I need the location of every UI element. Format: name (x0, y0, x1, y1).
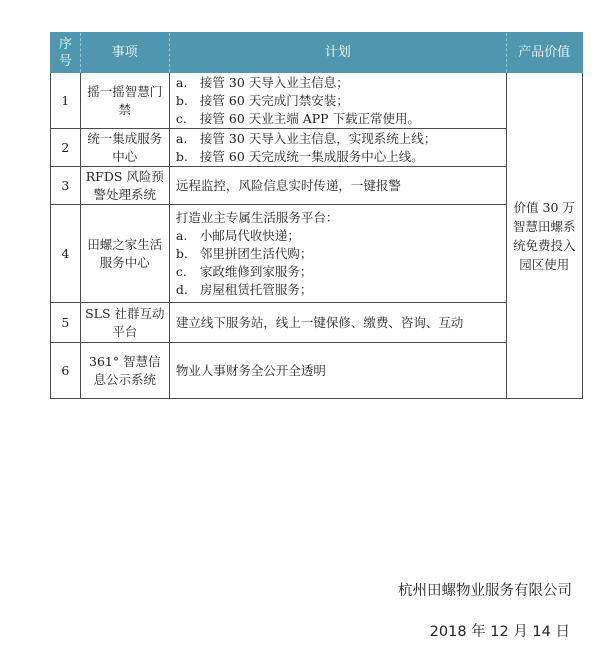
plan-marker: a. (175, 227, 188, 243)
plan-table (50, 32, 583, 399)
plan-text: 接管 30 天导入业主信息； (199, 74, 349, 90)
header-number: 序号 (51, 33, 81, 73)
plan-text: 接管 30 天导入业主信息，实现系统上线； (199, 130, 437, 146)
row-item: RFDS 风险预警处理系统 (80, 167, 169, 205)
plan-marker: b. (175, 245, 188, 261)
table-row (51, 129, 583, 167)
plan-marker: b. (175, 148, 188, 164)
row-number: 5 (51, 303, 81, 343)
plan-text: 接管 60 天完成门禁安装； (199, 92, 349, 108)
plan-line (176, 148, 502, 166)
row-plan (169, 129, 506, 167)
table-row (51, 73, 583, 129)
plan-line (176, 74, 502, 92)
plan-marker: c. (175, 263, 187, 279)
row-item: 摇一摇智慧门禁 (80, 73, 169, 129)
row-item: 田螺之家生活服务中心 (80, 205, 169, 303)
row-plan: 远程监控，风险信息实时传递，一键报警 (169, 167, 506, 205)
row-number: 4 (51, 205, 81, 303)
table-row (51, 303, 583, 343)
row-plan: 物业人事财务全公开全透明 (169, 343, 506, 399)
row-item: 361° 智慧信息公示系统 (80, 343, 169, 399)
plan-text: 邻里拼团生活代购； (199, 245, 313, 261)
table-row (51, 205, 583, 303)
plan-line (176, 110, 502, 128)
company-name: 杭州田螺物业服务有限公司 (398, 583, 572, 599)
plan-line (176, 245, 502, 263)
table-header-row (51, 33, 583, 73)
row-item: 统一集成服务中心 (80, 129, 169, 167)
row-plan: 建立线下服务站，线上一键保修、缴费、咨询、互动 (169, 303, 506, 343)
plan-marker: a. (175, 74, 188, 90)
plan-text: 家政维修到家服务； (199, 263, 313, 279)
row-number: 2 (51, 129, 81, 167)
plan-line (176, 130, 502, 148)
row-plan (169, 205, 506, 303)
header-item: 事项 (80, 33, 169, 73)
plan-text: 接管 60 天完成统一集成服务中心上线。 (199, 148, 424, 164)
plan-line (176, 281, 502, 299)
plan-marker: a. (175, 130, 188, 146)
plan-intro: 打造业主专属生活服务平台： (175, 209, 339, 225)
plan-text: 小邮局代收快递； (199, 227, 300, 243)
plan-marker: b. (175, 92, 188, 108)
plan-line (176, 263, 502, 281)
header-value: 产品价值 (506, 33, 582, 73)
plan-marker: c. (175, 110, 187, 126)
header-plan: 计划 (169, 33, 506, 73)
row-number: 3 (51, 167, 81, 205)
product-value: 价值 30 万智慧田螺系统免费投入园区使用 (506, 73, 582, 399)
row-number: 6 (51, 343, 81, 399)
row-number: 1 (51, 73, 81, 129)
table-row (51, 343, 583, 399)
plan-line (176, 92, 502, 110)
plan-text: 房屋租赁托管服务； (199, 281, 313, 297)
table-row (51, 167, 583, 205)
row-plan (169, 73, 506, 129)
plan-marker: d. (175, 281, 188, 297)
row-item: SLS 社群互动平台 (80, 303, 169, 343)
plan-line (176, 227, 502, 245)
signature-date: 2018 年 12 月 14 日 (429, 624, 570, 640)
plan-text: 接管 60 天业主端 APP 下载正常使用。 (199, 110, 421, 126)
